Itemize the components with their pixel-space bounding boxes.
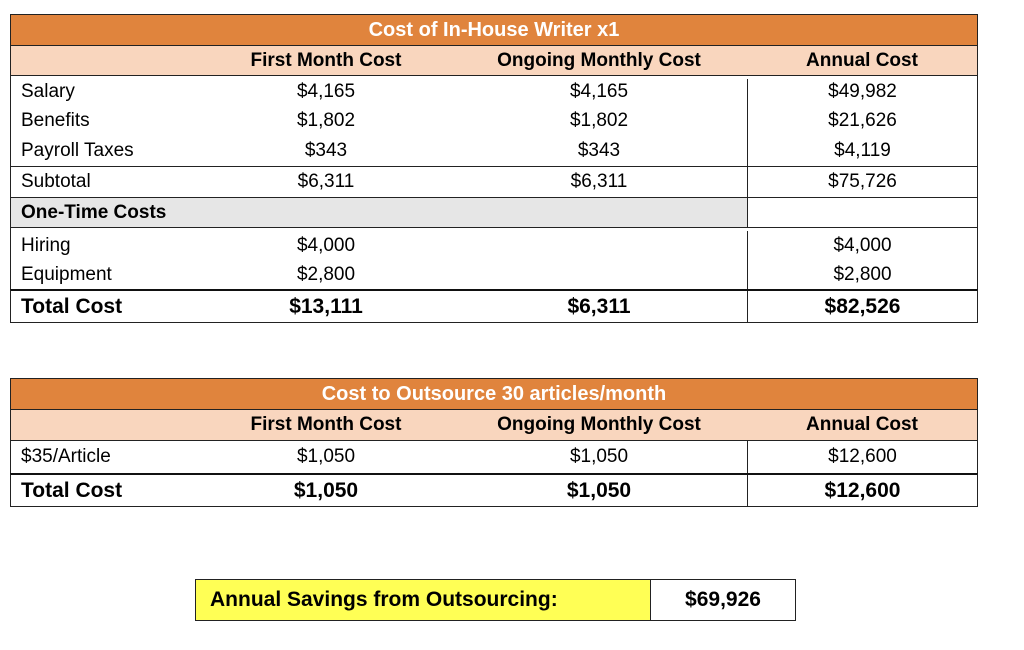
- header-annual: Annual Cost: [806, 49, 918, 71]
- cell-annual: $12,600: [824, 478, 901, 502]
- table-row: [10, 136, 978, 167]
- row-label: Payroll Taxes: [21, 140, 134, 161]
- cell-ongoing: [451, 231, 748, 261]
- row-label: Benefits: [21, 109, 90, 131]
- cell-ongoing: $4,165: [451, 79, 748, 105]
- table-row: [10, 441, 978, 473]
- cell-ongoing: $6,311: [451, 167, 748, 197]
- cell-annual: $21,626: [828, 109, 897, 131]
- subtotal-row: [10, 167, 978, 197]
- row-label: Total Cost: [21, 294, 123, 318]
- cell-annual: $82,526: [824, 294, 901, 318]
- inhouse-header-row: [10, 46, 978, 76]
- row-label: Subtotal: [21, 171, 91, 192]
- row-label: Equipment: [21, 264, 112, 285]
- cell-annual: $4,119: [834, 140, 891, 161]
- header-annual: Annual Cost: [806, 414, 918, 435]
- row-label: Salary: [21, 81, 75, 102]
- annual-savings-box: [195, 579, 796, 621]
- cell-first: $4,165: [296, 81, 356, 102]
- section-label: One-Time Costs: [21, 201, 167, 223]
- cell-ongoing: $6,311: [451, 291, 748, 322]
- cell-first: $6,311: [297, 171, 355, 192]
- cell-ongoing: $343: [451, 136, 748, 166]
- cell-ongoing: $1,050: [451, 475, 748, 506]
- header-ongoing-monthly: Ongoing Monthly Cost: [497, 49, 701, 71]
- row-label: Total Cost: [21, 478, 123, 502]
- cell-first: $1,802: [296, 109, 356, 131]
- cell-annual-blank: [747, 198, 977, 227]
- cell-annual: $49,982: [828, 81, 897, 102]
- total-row: [10, 289, 978, 323]
- table-row: [10, 76, 978, 105]
- inhouse-table: [10, 14, 978, 323]
- cell-first: $2,800: [296, 264, 356, 285]
- cell-first: $1,050: [293, 478, 359, 502]
- cell-ongoing: [451, 261, 748, 289]
- header-first-month: First Month Cost: [250, 49, 402, 71]
- header-ongoing-monthly: Ongoing Monthly Cost: [497, 414, 701, 435]
- outsource-header-row: [10, 410, 978, 441]
- savings-label: Annual Savings from Outsourcing:: [196, 580, 651, 620]
- table-row: [10, 105, 978, 136]
- outsource-table: [10, 378, 978, 507]
- cell-first: $343: [304, 140, 348, 161]
- cell-annual: $12,600: [828, 446, 897, 467]
- cell-annual: $75,726: [828, 171, 897, 192]
- outsource-title: Cost to Outsource 30 articles/month: [10, 378, 978, 410]
- table-row: [10, 261, 978, 289]
- cell-annual: $2,800: [833, 264, 892, 285]
- cell-first: $13,111: [289, 294, 363, 318]
- cell-ongoing: $1,802: [451, 105, 748, 136]
- row-label: Hiring: [21, 235, 71, 256]
- cell-first: $4,000: [296, 235, 356, 256]
- row-label: $35/Article: [21, 446, 111, 467]
- inhouse-title: Cost of In-House Writer x1: [10, 14, 978, 46]
- cell-first: $1,050: [296, 446, 356, 467]
- total-row: [10, 473, 978, 507]
- table-row: [10, 228, 978, 261]
- cell-annual: $4,000: [833, 235, 892, 256]
- one-time-costs-row: [10, 197, 978, 228]
- header-first-month: First Month Cost: [250, 414, 402, 435]
- savings-value: $69,926: [685, 588, 761, 611]
- cell-ongoing: $1,050: [451, 441, 748, 473]
